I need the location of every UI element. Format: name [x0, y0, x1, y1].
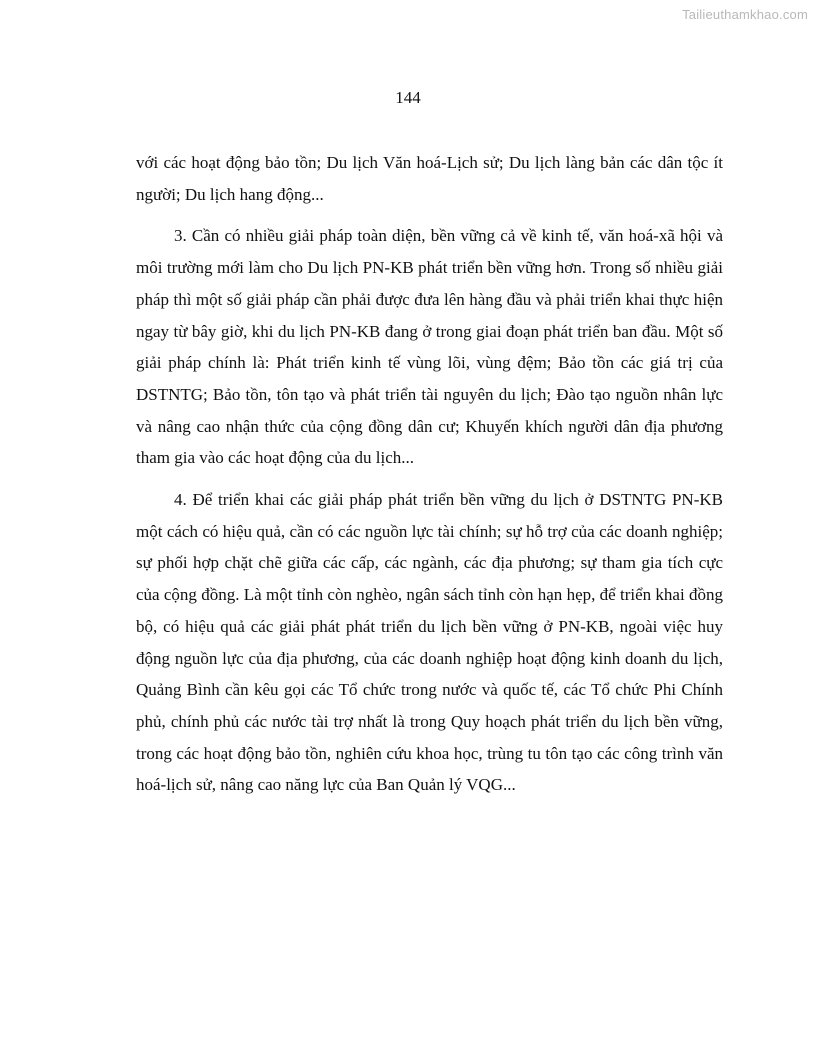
- paragraph-item-4: 4. Để triển khai các giải pháp phát triển bền vững du lịch ở DSTNTG PN-KB một cách có hiệu quả, cần có các nguồn lực tài chính; sự hỗ trợ của các doanh nghiệp; sự phối hợp chặt chẽ giữa các cấp, các ngành, các địa phương; sự tham gia tích cực của cộng đồng. Là một tỉnh còn nghèo, ngân sách tỉnh còn hạn hẹp, để triển khai đồng bộ, có hiệu quả các giải phát phát triển du lịch bền vững ở PN-KB, ngoài việc huy động nguồn lực của địa phương, của các doanh nghiệp hoạt động kinh doanh du lịch, Quảng Bình cần kêu gọi các Tổ chức trong nước và quốc tế, các Tổ chức Phi Chính phủ, chính phủ các nước tài trợ nhất là trong Quy hoạch phát triển du lịch bền vững, trong các hoạt động bảo tồn, nghiên cứu khoa học, trùng tu tôn tạo các công trình văn hoá-lịch sử, nâng cao năng lực của Ban Quản lý VQG...: [136, 490, 723, 795]
- watermark-text: Tailieuthamkhao.com: [682, 7, 808, 22]
- paragraph-item-3: 3. Cần có nhiều giải pháp toàn diện, bền vững cả về kinh tế, văn hoá-xã hội và môi trường mới làm cho Du lịch PN-KB phát triển bền vững hơn. Trong số nhiều giải pháp thì một số giải pháp cần phải được đưa lên hàng đầu và phải triển khai thực hiện ngay từ bây giờ, khi du lịch PN-KB đang ở trong giai đoạn phát triển ban đầu. Một số giải pháp chính là: Phát triển kinh tế vùng lõi, vùng đệm; Bảo tồn các giá trị của DSTNTG; Bảo tồn, tôn tạo và phát triển tài nguyên du lịch; Đào tạo nguồn nhân lực và nâng cao nhận thức của cộng đồng dân cư; Khuyến khích người dân địa phương tham gia vào các hoạt động của du lịch...: [136, 226, 723, 468]
- page-number: 144: [395, 88, 421, 107]
- paragraph-continuation: với các hoạt động bảo tồn; Du lịch Văn hoá-Lịch sử; Du lịch làng bản các dân tộc ít người; Du lịch hang động...: [136, 153, 723, 204]
- document-body: [136, 147, 723, 811]
